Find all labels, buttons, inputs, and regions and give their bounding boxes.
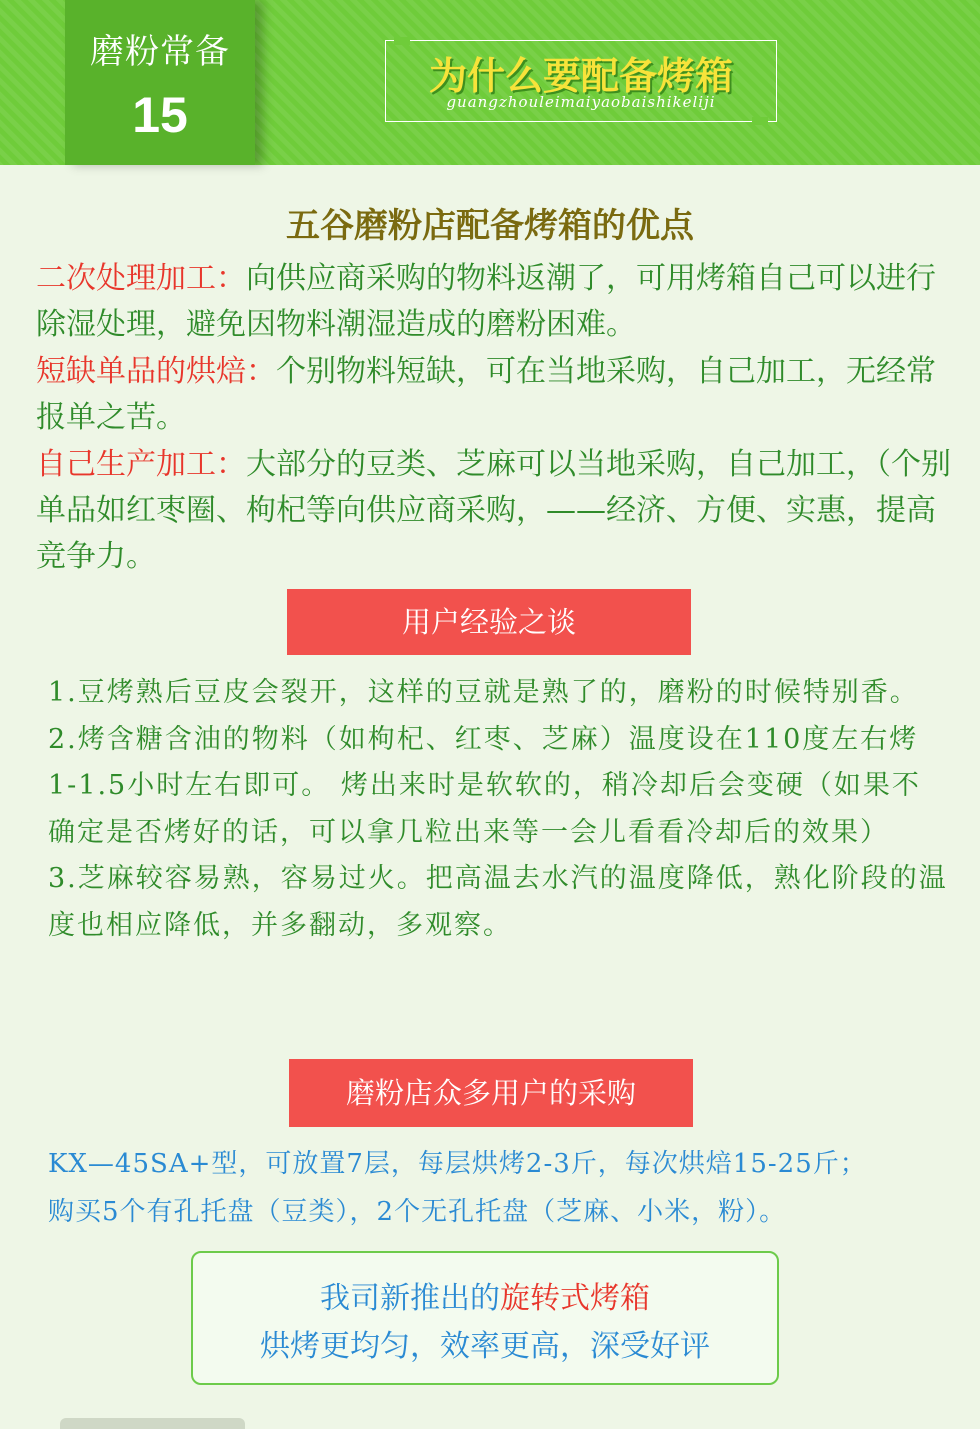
promo-line: 烘烤更均匀，效率更高，深受好评: [260, 1329, 710, 1364]
advantage-item: [36, 256, 954, 348]
promo-line: [193, 1273, 777, 1317]
experience-heading: 用户经验之谈: [287, 589, 691, 655]
advantages-title: 五谷磨粉店配备烤箱的优点: [286, 206, 694, 246]
advantage-text: 个别物料短缺，可在当地采购，自己加工，无经常报单之苦。: [36, 354, 936, 435]
tip-item: 2.烤含糖含油的物料（如枸杞、红枣、芝麻）温度设在110度左右烤1-1.5小时左右即可。 烤出来时是软软的，稍冷却后会变硬（如果不确定是否烤好的话，可以拿几粒出来等一会儿看看冷却后的效果）: [48, 723, 921, 848]
advantage-label: 自己生产加工：: [36, 447, 246, 482]
promo-box: [191, 1251, 779, 1385]
promo-prefix: 我司新推出的: [320, 1281, 500, 1316]
advantage-text: 大部分的豆类、芝麻可以当地采购，自己加工，（个别单品如红枣圈、枸杞等向供应商采购，——经济、方便、实惠，提高竞争力。: [36, 447, 951, 574]
advantage-label: 二次处理加工：: [36, 261, 246, 296]
purchase-heading: 磨粉店众多用户的采购: [289, 1059, 693, 1127]
purchase-line: 购买5个有孔托盘（豆类），2个无孔托盘（芝麻、小米，粉）。: [48, 1197, 787, 1227]
tip-item: 1.豆烤熟后豆皮会裂开，这样的豆就是熟了的，磨粉的时候特别香。: [48, 677, 919, 708]
advantage-item: [36, 349, 954, 441]
banner-subtitle: guangzhouleimaiyaobaishikeliji: [446, 93, 716, 111]
tab-number: 15: [132, 87, 188, 143]
advantage-label: 短缺单品的烘焙：: [36, 354, 276, 389]
header-bar: [0, 0, 980, 165]
banner-title: 为什么要配备烤箱: [428, 54, 733, 98]
title-banner: [385, 40, 777, 122]
purchase-details: [48, 1140, 978, 1236]
category-tab: [65, 0, 255, 165]
advantage-item: [36, 442, 954, 580]
tab-title: 磨粉常备: [90, 32, 230, 72]
purchase-line: KX—45SA+型，可放置7层，每层烘烤2-3斤，每次烘焙15-25斤；: [48, 1149, 867, 1179]
bottom-tab-decoration: [60, 1418, 245, 1429]
experience-tips: [48, 670, 948, 949]
tip-item: 3.芝麻较容易熟，容易过火。把高温去水汽的温度降低，熟化阶段的温度也相应降低，并多翻动，多观察。: [48, 863, 948, 941]
banner-corner-gap: [394, 37, 410, 45]
banner-corner-gap: [752, 117, 768, 125]
advantage-text: 向供应商采购的物料返潮了，可用烤箱自己可以进行除湿处理，避免因物料潮湿造成的磨粉困难。: [36, 261, 936, 342]
promo-highlight: 旋转式烤箱: [500, 1281, 650, 1316]
